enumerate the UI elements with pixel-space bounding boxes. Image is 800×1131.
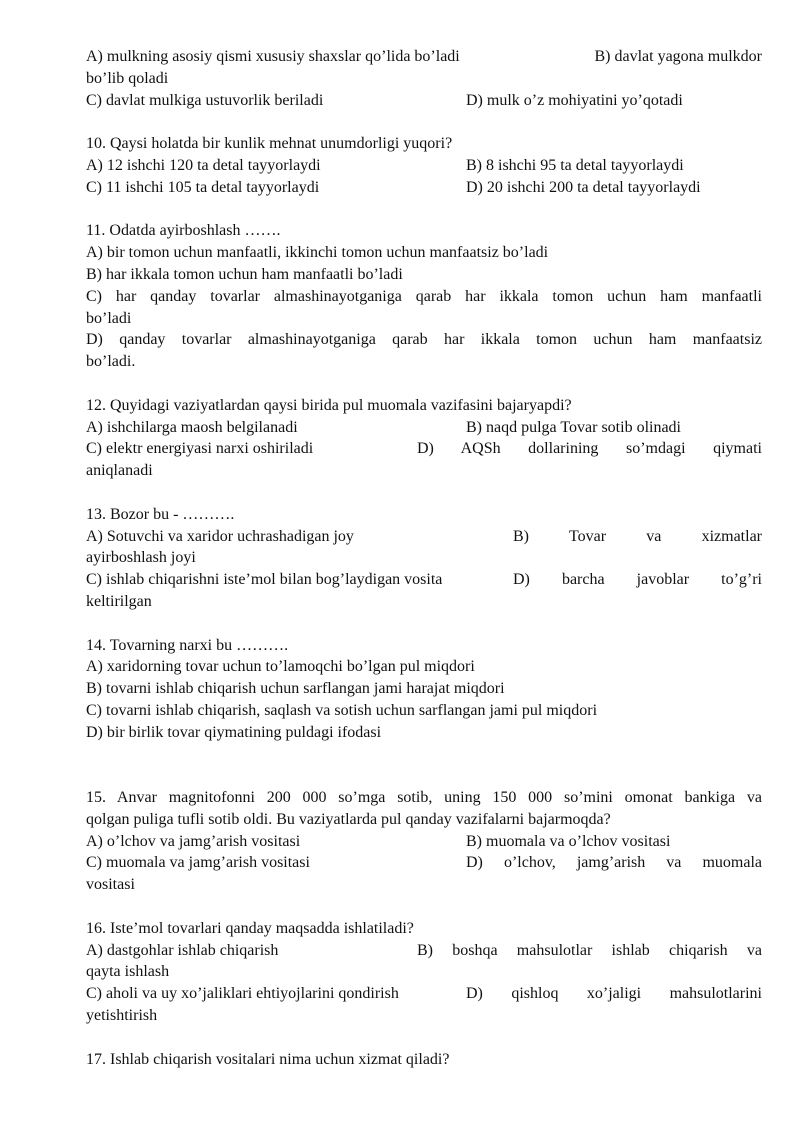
q12-option-c: C) elektr energiyasi narxi oshiriladi xyxy=(86,440,314,458)
q11-option-b: B) har ikkala tomon uchun ham manfaatli bo’ladi xyxy=(86,265,403,283)
q15-options-cd xyxy=(86,852,762,874)
q11-option-d-cont: bo’ladi. xyxy=(86,353,136,371)
q10-options-ab xyxy=(86,155,762,177)
q12-option-d: D) AQSh dollarining so’mdagi qiymati xyxy=(417,440,762,458)
q15-question-line2: qolgan puliga tufli sotib oldi. Bu vaziyatlarda pul qanday vazifalarni bajarmoqda? xyxy=(86,810,611,828)
q13-options-ab xyxy=(86,526,762,548)
q12-option-a: A) ishchilarga maosh belgilanadi xyxy=(86,418,298,436)
q13-question: 13. Bozor bu - ………. xyxy=(86,505,235,523)
q15-option-c: C) muomala va jamg’arish vositasi xyxy=(86,854,310,872)
q13-option-d: D) barcha javoblar to’g’ri xyxy=(513,571,762,589)
q11-option-c: C) har qanday tovarlar almashinayotganiga qarab har ikkala tomon uchun ham manfaatli xyxy=(86,287,762,305)
q14-option-b: B) tovarni ishlab chiqarish uchun sarflangan jami harajat miqdori xyxy=(86,680,505,698)
q16-option-b-cont: qayta ishlash xyxy=(86,963,170,981)
q16-option-a: A) dastgohlar ishlab chiqarish xyxy=(86,941,279,959)
q11-option-c-cont: bo’ladi xyxy=(86,309,132,327)
q10-option-c: C) 11 ishchi 105 ta detal tayyorlaydi xyxy=(86,178,320,196)
q10-option-b: B) 8 ishchi 95 ta detal tayyorlaydi xyxy=(466,156,684,174)
q14-option-d: D) bir birlik tovar qiymatining puldagi ifodasi xyxy=(86,723,382,741)
q15-question-line1: 15. Anvar magnitofonni 200 000 so’mga sotib, uning 150 000 so’mini omonat bankiga va xyxy=(86,789,762,807)
q15-option-b: B) muomala va o’lchov vositasi xyxy=(466,832,671,850)
q16-option-c: C) aholi va uy xo’jaliklari ehtiyojlarini qondirish xyxy=(86,985,399,1003)
q11-option-d: D) qanday tovarlar almashinayotganiga qarab har ikkala tomon uchun ham manfaatsiz xyxy=(86,331,762,349)
q9-options-cd xyxy=(86,90,762,112)
q9-option-b: B) davlat yagona mulkdor xyxy=(594,48,762,65)
q9-option-a: A) mulkning asosiy qismi xususiy shaxslar qo’lida bo’ladi xyxy=(86,48,460,65)
q15-option-d: D) o’lchov, jamg’arish va muomala xyxy=(466,854,762,872)
q12-option-b: B) naqd pulga Tovar sotib olinadi xyxy=(466,418,681,436)
q9-option-b-cont: bo’lib qoladi xyxy=(86,69,169,87)
q12-question: 12. Quyidagi vaziyatlardan qaysi birida pul muomala vazifasini bajaryapdi? xyxy=(86,396,572,414)
q9-option-d: D) mulk o’z mohiyatini yo’qotadi xyxy=(466,91,683,109)
q13-options-cd xyxy=(86,569,762,591)
q12-options-cd xyxy=(86,438,762,460)
q15-option-d-cont: vositasi xyxy=(86,876,135,894)
q10-option-d: D) 20 ishchi 200 ta detal tayyorlaydi xyxy=(466,178,701,196)
q11-question: 11. Odatda ayirboshlash ……. xyxy=(86,222,281,240)
q15-options-ab xyxy=(86,831,762,853)
q14-option-c: C) tovarni ishlab chiqarish, saqlash va sotish uchun sarflangan jami pul miqdori xyxy=(86,701,598,719)
q13-option-b: B) Tovar va xizmatlar xyxy=(513,527,762,545)
q14-option-a: A) xaridorning tovar uchun to’lamoqchi bo’lgan pul miqdori xyxy=(86,658,475,676)
q12-option-d-cont: aniqlanadi xyxy=(86,462,153,480)
q10-question: 10. Qaysi holatda bir kunlik mehnat unumdorligi yuqori? xyxy=(86,135,453,153)
q13-option-a: A) Sotuvchi va xaridor uchrashadigan joy xyxy=(86,527,354,545)
q13-option-d-cont: keltirilgan xyxy=(86,592,152,610)
q15-option-a: A) o’lchov va jamg’arish vositasi xyxy=(86,832,301,850)
q10-option-a: A) 12 ishchi 120 ta detal tayyorlaydi xyxy=(86,156,321,174)
q11-option-a: A) bir tomon uchun manfaatli, ikkinchi tomon uchun manfaatsiz bo’ladi xyxy=(86,244,549,262)
q16-option-d-cont: yetishtirish xyxy=(86,1007,158,1025)
q12-options-ab xyxy=(86,417,762,439)
q16-option-b: B) boshqa mahsulotlar ishlab chiqarish va xyxy=(417,941,762,959)
q16-options-ab xyxy=(86,940,762,962)
q16-question: 16. Iste’mol tovarlari qanday maqsadda ishlatiladi? xyxy=(86,919,414,937)
q13-option-c: C) ishlab chiqarishni iste’mol bilan bog’laydigan vosita xyxy=(86,571,443,589)
q9-options-ab xyxy=(86,46,762,68)
q13-option-b-cont: ayirboshlash joyi xyxy=(86,549,196,567)
q17-question: 17. Ishlab chiqarish vositalari nima uchun xizmat qiladi? xyxy=(86,1050,450,1068)
q16-option-d: D) qishloq xo’jaligi mahsulotlarini xyxy=(466,985,762,1003)
test-page xyxy=(86,46,762,1070)
q16-options-cd xyxy=(86,983,762,1005)
q14-question: 14. Tovarning narxi bu ………. xyxy=(86,636,289,654)
q9-option-c: C) davlat mulkiga ustuvorlik beriladi xyxy=(86,91,324,109)
q10-options-cd xyxy=(86,177,762,199)
